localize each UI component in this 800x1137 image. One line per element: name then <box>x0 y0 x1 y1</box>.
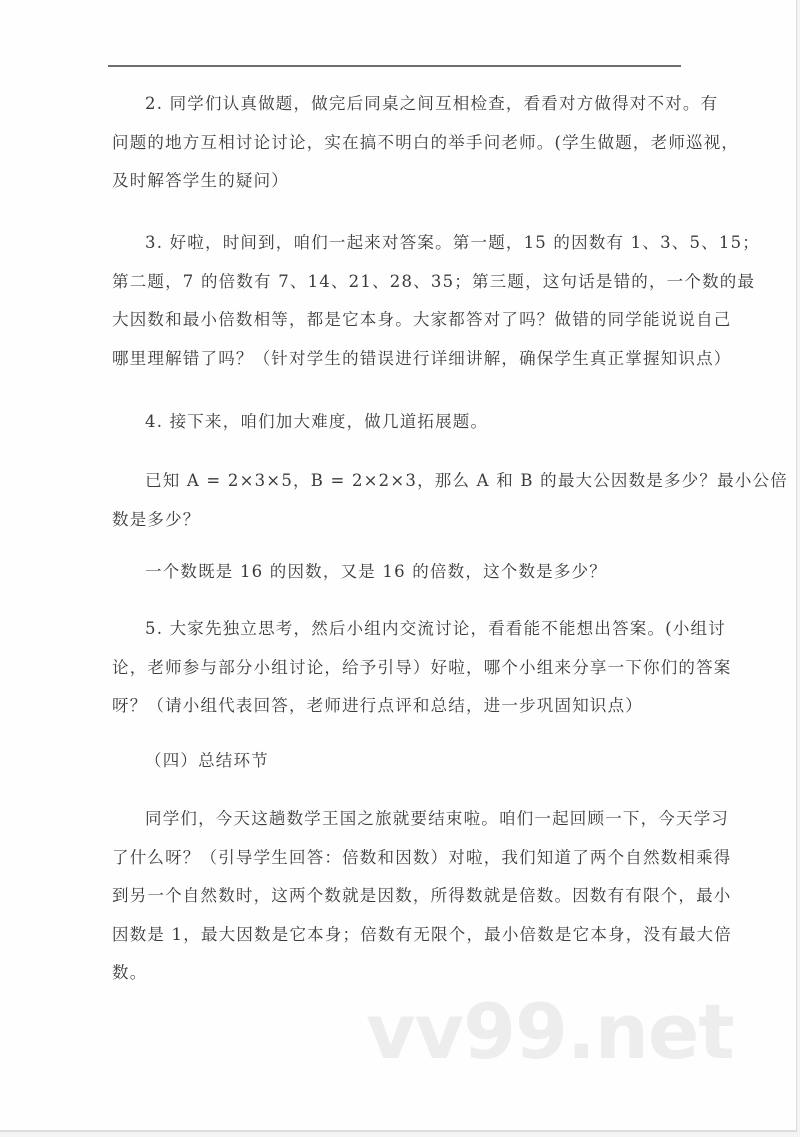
section-heading-summary <box>112 742 678 781</box>
watermark: vv99.net <box>366 987 734 1076</box>
text-line: 因数是 1，最大因数是它本身；倍数有无限个，最小倍数是它本身，没有最大倍 <box>112 924 732 944</box>
text-line: 及时解答学生的疑问） <box>112 171 289 190</box>
paragraph-step-2 <box>112 85 740 201</box>
text-line: 到另一个自然数时，这两个数就是因数，所得数就是倍数。因数有有限个，最小 <box>112 886 732 905</box>
text-line: 3. 好啦，时间到，咱们一起来对答案。第一题，15 的因数有 1、3、5、15； <box>145 233 760 252</box>
header-rule <box>108 65 681 67</box>
text-line: 4. 接下来，咱们加大难度，做几道拓展题。 <box>145 412 489 431</box>
paragraph-step-3 <box>112 224 760 378</box>
paragraph-step-5 <box>112 610 732 726</box>
text-line: 第二题，7 的倍数有 7、14、21、28、35；第三题，这句话是错的，一个数的最 <box>112 271 756 291</box>
text-line: 问题的地方互相讨论讨论，实在搞不明白的举手问老师。(学生做题，老师巡视， <box>112 132 740 152</box>
text-line: 一个数既是 16 的因数，又是 16 的倍数，这个数是多少？ <box>145 562 607 581</box>
text-line: 了什么呀？（引导学生回答：倍数和因数）对啦，我们知道了两个自然数相乘得 <box>112 847 732 867</box>
text-line: 论，老师参与部分小组讨论，给予引导）好啦，哪个小组来分享一下你们的答案 <box>112 657 732 677</box>
text-line: 哪里理解错了吗？（针对学生的错误进行详细讲解，确保学生真正掌握知识点） <box>112 348 732 368</box>
text-line: 5. 大家先独立思考，然后小组内交流讨论，看看能不能想出答案。(小组讨 <box>145 619 726 638</box>
text-line: 呀？（请小组代表回答，老师进行点评和总结，进一步巩固知识点） <box>112 696 643 715</box>
paragraph-problem-gcd-lcm <box>112 462 788 539</box>
paragraph-step-4 <box>112 403 678 442</box>
text-line: 数。 <box>112 963 148 982</box>
text-line: 2. 同学们认真做题，做完后同桌之间互相检查，看看对方做得对不对。有 <box>145 94 719 113</box>
text-line: 大因数和最小倍数相等，都是它本身。大家都答对了吗？做错的同学能说说自己 <box>112 310 732 329</box>
text-line: 已知 A = 2×3×5，B = 2×2×3，那么 A 和 B 的最大公因数是多少？最小公倍 <box>145 471 788 490</box>
text-line: 同学们，今天这趟数学王国之旅就要结束啦。咱们一起回顾一下，今天学习 <box>145 809 730 828</box>
section-heading-text: （四）总结环节 <box>145 751 269 770</box>
paragraph-problem-sixteen <box>112 553 678 592</box>
text-line: 数是多少？ <box>112 509 201 529</box>
paragraph-summary <box>112 800 732 993</box>
